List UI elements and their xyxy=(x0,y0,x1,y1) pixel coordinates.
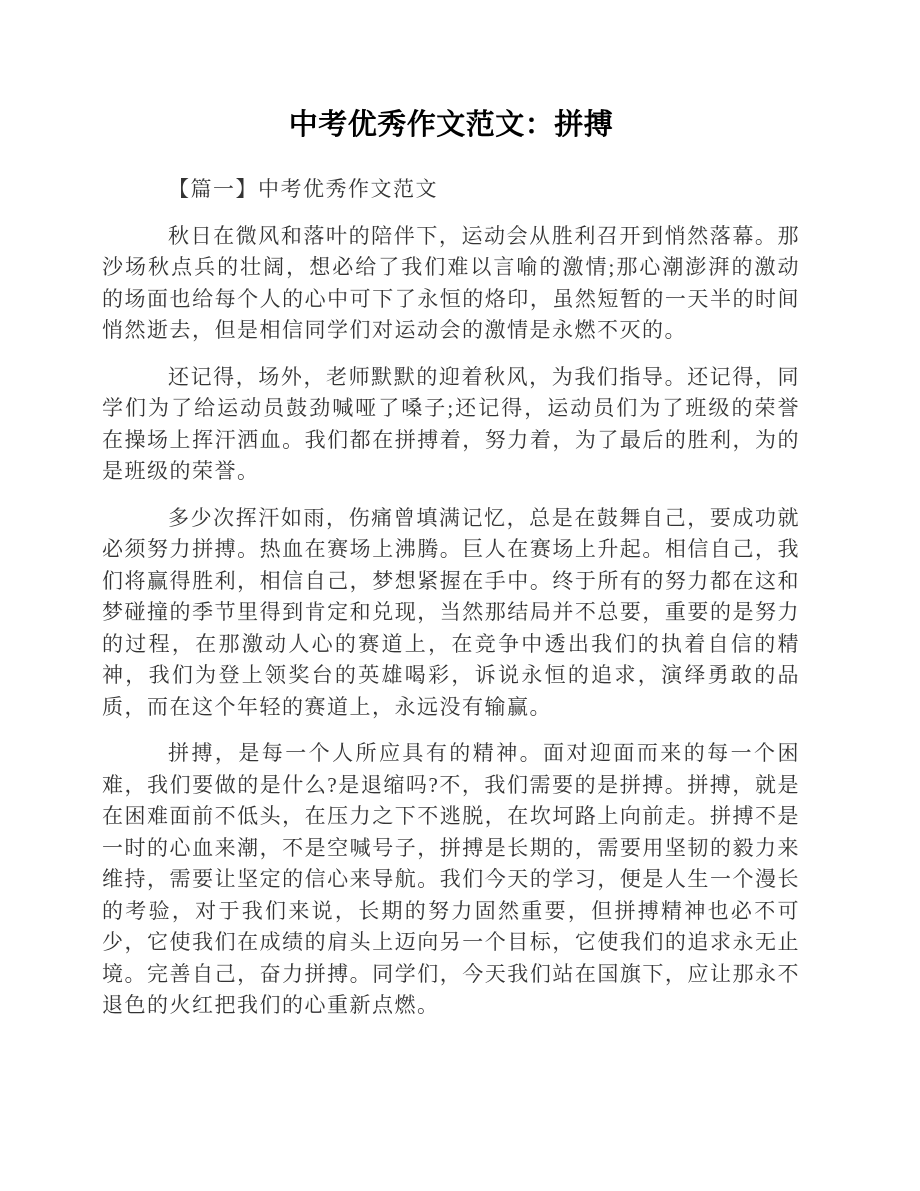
section-heading: 【篇一】中考优秀作文范文 xyxy=(168,177,438,201)
paragraph-4: 拼搏，是每一个人所应具有的精神。面对迎面而来的每一个困难，我们要做的是什么?是退缩吗?不，我们需要的是拼搏。拼搏，就是在困难面前不低头，在压力之下不逃脱，在坎坷路上向前走。拼搏不是一时的心血来潮，不是空喊号子，拼搏是长期的，需要用坚韧的毅力来维持，需要让坚定的信心来导航。我们今天的学习，便是人生一个漫长的考验，对于我们来说，长期的努力固然重要，但拼搏精神也必不可少，它使我们在成绩的肩头上迈向另一个目标，它使我们的追求永无止境。完善自己，奋力拼搏。同学们，今天我们站在国旗下，应让那永不退色的火红把我们的心重新点燃。 xyxy=(102,741,800,1017)
paragraph-1: 秋日在微风和落叶的陪伴下，运动会从胜利召开到悄然落幕。那沙场秋点兵的壮阔，想必给了我们难以言喻的激情;那心潮澎湃的激动的场面也给每个人的心中可下了永恒的烙印，虽然短暂的一天半的时间悄然逝去，但是相信同学们对运动会的激情是永燃不灭的。 xyxy=(102,223,800,342)
paragraph-3: 多少次挥汗如雨，伤痛曾填满记忆，总是在鼓舞自己，要成功就必须努力拼搏。热血在赛场上沸腾。巨人在赛场上升起。相信自己，我们将赢得胜利，相信自己，梦想紧握在手中。终于所有的努力都在这和梦碰撞的季节里得到肯定和兑现，当然那结局并不总要，重要的是努力的过程，在那激动人心的赛道上，在竞争中透出我们的执着自信的精神，我们为登上领奖台的英雄喝彩，诉说永恒的追求，演绎勇敢的品质，而在这个年轻的赛道上，永远没有输赢。 xyxy=(102,505,800,719)
paragraph-2: 还记得，场外，老师默默的迎着秋风，为我们指导。还记得，同学们为了给运动员鼓劲喊哑了嗓子;还记得，运动员们为了班级的荣誉在操场上挥汗洒血。我们都在拼搏着，努力着，为了最后的胜利，为的是班级的荣誉。 xyxy=(102,364,800,483)
document-title: 中考优秀作文范文：拼搏 xyxy=(288,109,614,141)
document-body xyxy=(102,104,800,1022)
